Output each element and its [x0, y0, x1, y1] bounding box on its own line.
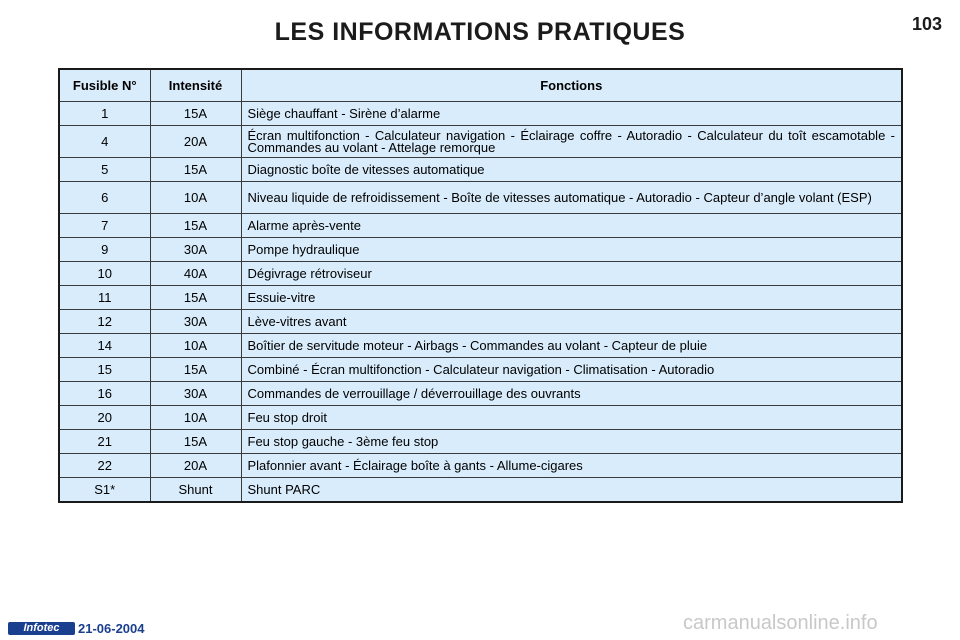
table-row	[59, 358, 902, 382]
fuse-intensity: 30A	[150, 382, 241, 406]
table-row	[59, 214, 902, 238]
fuse-functions: Diagnostic boîte de vitesses automatique	[241, 158, 902, 182]
fuse-intensity: 40A	[150, 262, 241, 286]
table-row	[59, 102, 902, 126]
fuse-functions: Feu stop droit	[241, 406, 902, 430]
fuse-intensity: 15A	[150, 430, 241, 454]
fuse-number: 5	[59, 158, 150, 182]
fuse-functions: Dégivrage rétroviseur	[241, 262, 902, 286]
table-row	[59, 262, 902, 286]
table-row	[59, 334, 902, 358]
fuse-functions: Commandes de verrouillage / déverrouillage des ouvrants	[241, 382, 902, 406]
fuse-functions: Lève-vitres avant	[241, 310, 902, 334]
footer-date: 21-06-2004	[78, 621, 145, 636]
fuse-number: 21	[59, 430, 150, 454]
table-row	[59, 310, 902, 334]
fuse-functions-text: Niveau liquide de refroidissement - Boîte de vitesses automatique - Autoradio - Capteur d’angle volant (ESP)	[247, 189, 872, 205]
fuse-functions: Plafonnier avant - Éclairage boîte à gants - Allume-cigares	[241, 454, 902, 478]
fuse-intensity: 10A	[150, 334, 241, 358]
page-number: 103	[912, 14, 943, 34]
fuse-number: S1*	[59, 478, 150, 503]
fuse-intensity: 30A	[150, 310, 241, 334]
table-row	[59, 182, 902, 214]
table-row	[59, 406, 902, 430]
infotec-logo: Infotec	[8, 622, 75, 635]
fuse-number: 9	[59, 238, 150, 262]
fuse-intensity: 15A	[150, 158, 241, 182]
fuse-intensity: 10A	[150, 406, 241, 430]
fuse-intensity: 10A	[150, 182, 241, 214]
fuse-number: 12	[59, 310, 150, 334]
fuse-functions: Pompe hydraulique	[241, 238, 902, 262]
fuse-number: 22	[59, 454, 150, 478]
fuse-functions	[241, 126, 902, 158]
table-row	[59, 158, 902, 182]
fuse-functions: Feu stop gauche - 3ème feu stop	[241, 430, 902, 454]
header-fuse-number: Fusible N°	[59, 69, 150, 102]
table-row	[59, 382, 902, 406]
table-row	[59, 430, 902, 454]
fuse-functions-text: Écran multifonction - Calculateur navigation - Éclairage coffre - Autoradio - Calculateur du toît escamotable - Commandes au volant - Attelage remorque	[247, 127, 895, 155]
header-functions: Fonctions	[241, 69, 902, 102]
watermark: carmanualsonline.info	[683, 612, 878, 634]
fuse-functions: Boîtier de servitude moteur - Airbags - Commandes au volant - Capteur de pluie	[241, 334, 902, 358]
table-row	[59, 478, 902, 503]
fuse-functions: Shunt PARC	[241, 478, 902, 503]
fuse-intensity: 15A	[150, 358, 241, 382]
fuse-intensity: Shunt	[150, 478, 241, 503]
fuse-functions	[241, 182, 902, 214]
fuse-functions: Alarme après-vente	[241, 214, 902, 238]
table-row	[59, 286, 902, 310]
fuse-number: 16	[59, 382, 150, 406]
fuse-intensity: 20A	[150, 126, 241, 158]
table-row	[59, 126, 902, 158]
table-row	[59, 238, 902, 262]
table-row	[59, 454, 902, 478]
fuse-functions: Essuie-vitre	[241, 286, 902, 310]
header-intensity: Intensité	[150, 69, 241, 102]
fuse-number: 1	[59, 102, 150, 126]
fuse-number: 11	[59, 286, 150, 310]
fuse-table	[58, 68, 903, 503]
fuse-number: 14	[59, 334, 150, 358]
page-title: LES INFORMATIONS PRATIQUES	[274, 18, 686, 46]
fuse-intensity: 15A	[150, 286, 241, 310]
fuse-number: 15	[59, 358, 150, 382]
fuse-intensity: 15A	[150, 214, 241, 238]
fuse-number: 7	[59, 214, 150, 238]
fuse-intensity: 15A	[150, 102, 241, 126]
fuse-intensity: 30A	[150, 238, 241, 262]
table-header-row	[59, 69, 902, 102]
fuse-number: 6	[59, 182, 150, 214]
fuse-functions: Combiné - Écran multifonction - Calculateur navigation - Climatisation - Autoradio	[241, 358, 902, 382]
fuse-number: 4	[59, 126, 150, 158]
fuse-number: 10	[59, 262, 150, 286]
fuse-number: 20	[59, 406, 150, 430]
fuse-functions: Siège chauffant - Sirène d’alarme	[241, 102, 902, 126]
fuse-intensity: 20A	[150, 454, 241, 478]
